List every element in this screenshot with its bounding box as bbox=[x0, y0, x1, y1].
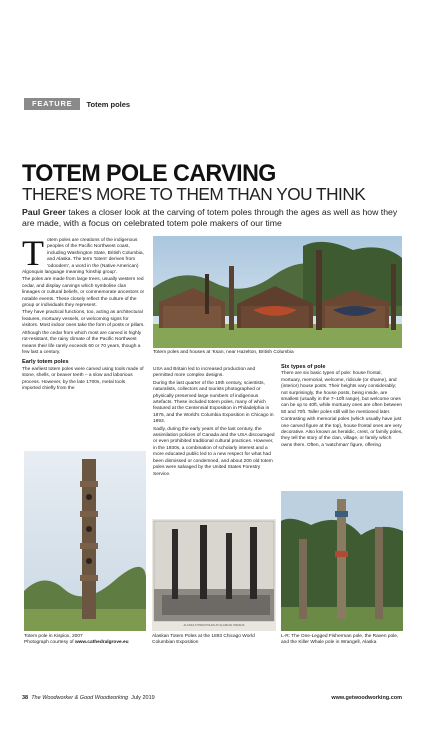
heading-six-types: Six types of pole bbox=[281, 364, 326, 370]
chicago-inset-caption: ALASKA TOTEM POLES AT ALASKAN INDIANS bbox=[183, 623, 245, 627]
column-3 bbox=[281, 364, 403, 450]
wrangell-illustration bbox=[281, 491, 403, 631]
photo-kispiox bbox=[24, 451, 146, 631]
article-title: TOTEM POLE CARVING bbox=[22, 160, 276, 187]
author-name: Paul Greer bbox=[22, 207, 66, 217]
caption-chicago: Alaskan Totem Poles at the 1893 Chicago World Columbian Exposition bbox=[152, 634, 255, 646]
photo-wrangell bbox=[281, 491, 403, 631]
column-2 bbox=[153, 367, 276, 479]
col3-paragraph-2: Contrasting with memorial poles (which usually have just one carved figure at the top), house frontal ones are very decorative. Also known as heraldic, crest, or family poles, they tell the story of the clan, village, or family which owns them. Often, a 'watchman' figure, offering bbox=[281, 417, 403, 448]
col2-paragraph-3: Sadly, during the early years of the last century, the assimilation policies of Canada and the USA discouraged or even prohibited traditional cultural practices. However, in the 1930s, a combination of scholarly interest and a more educated public led to a new respect for what had been dismissed or condemned, and about 200 old totem poles were salvaged by the United States Forestry Service. bbox=[153, 426, 275, 477]
col1-paragraph-2: The poles are made from large trees, usually western red cedar, and display carvings which symbolise clan lineages or cultural beliefs, or commemorate ancestors or notable events. These closely reflect the culture of the group or individuals they represent. bbox=[22, 277, 145, 309]
magazine-name: The Woodworker & Good Woodworking bbox=[31, 695, 129, 701]
page-footer bbox=[22, 693, 402, 703]
photo-hazelton bbox=[153, 236, 402, 348]
kispiox-illustration bbox=[24, 451, 146, 631]
caption-kispiox-line2: Photograph courtesy of www.cathedralgrove.eu bbox=[24, 640, 129, 646]
feature-tag: FEATURE bbox=[24, 98, 80, 110]
section-header bbox=[24, 98, 130, 110]
col2-paragraph-1: USA and Britain led to increased production and permitted more complex designs. bbox=[153, 367, 256, 379]
footer-left bbox=[22, 695, 155, 701]
standfirst bbox=[22, 207, 407, 229]
credit-link[interactable]: www.cathedralgrove.eu bbox=[74, 640, 129, 646]
article-subtitle: THERE'S MORE TO THEM THAN YOU THINK bbox=[22, 184, 366, 204]
heading-early-totem-poles: Early totem poles bbox=[22, 359, 69, 366]
column-1 bbox=[22, 233, 145, 393]
col1-paragraph-4: Although the cedar from which most are carved is highly rot-resistant, the rainy climate of the Pacific Northwest means their life rarely exceeds 60 or 70 years, though a few last a century. bbox=[22, 330, 142, 355]
caption-hazelton: Totem poles and houses at 'Ksan, near Hazelton, British Columbia bbox=[153, 350, 294, 355]
caption-kispiox bbox=[24, 634, 148, 646]
col1-paragraph-5: The earliest totem poles were carved using tools made of stone, shells, or beaver teeth – a slow and laborious process. However, by the late 1700s, metal tools imported chiefly from the bbox=[22, 366, 144, 391]
issue-date: July 2019 bbox=[131, 695, 155, 701]
caption-wrangell: L-R: The One-Legged Fisherman pole, the Raven pole, and the Killer Whale pole in Wrangell, Alaska bbox=[281, 634, 399, 646]
col2-paragraph-2: During the last quarter of the 19th century, scientists, naturalists, collectors and tourists photographed or physically preserved large numbers of indigenous artefacts. These included totem poles, many of which featured at the Centennial Exposition in Philadelphia in 1876, and the World's Columbia Exposition in Chicago in 1893. bbox=[153, 380, 274, 425]
standfirst-text: takes a closer look at the carving of totem poles through the ages as well as how they are made, with a focus on celebrated totem pole makers of our time bbox=[22, 207, 398, 228]
col3-paragraph-1: There are six basic types of pole: house frontal, mortuary, memorial, welcome, ridicule (or shame), and (interior) house posts. Their heights vary considerably; not surprisingly, the house posts, being inside, are smallest (usually in the 7–10ft range), but welcome ones can be up to 40ft, while mortuary ones are often between 50 and 70ft. Taller poles still will be mentioned later. bbox=[281, 371, 403, 415]
footer-url[interactable]: www.getwoodworking.com bbox=[331, 695, 402, 701]
drop-cap: T bbox=[22, 233, 44, 273]
caption-kispiox-line1: Totem pole in Kispiox, 2007 bbox=[24, 634, 83, 639]
photo-chicago bbox=[152, 519, 276, 631]
hazelton-illustration bbox=[153, 236, 402, 348]
chicago-illustration bbox=[152, 519, 276, 631]
page-number: 38 bbox=[22, 695, 29, 701]
col1-paragraph-1: otem poles are creations of the indigenous peoples of the Pacific Northwest coast, including Washington State, British Columbia, and Alaska. The term 'totem' derives from 'odoodem', a word in the (Native American) Algonquin language meaning 'kinship group'. bbox=[22, 238, 144, 276]
col1-paragraph-3: They have practical functions, too, acting as architectural features, mortuary vessels, or welcoming signs for visitors. Most indoor ones take the form of posts or pillars. bbox=[22, 310, 145, 329]
section-name: Totem poles bbox=[86, 99, 131, 109]
